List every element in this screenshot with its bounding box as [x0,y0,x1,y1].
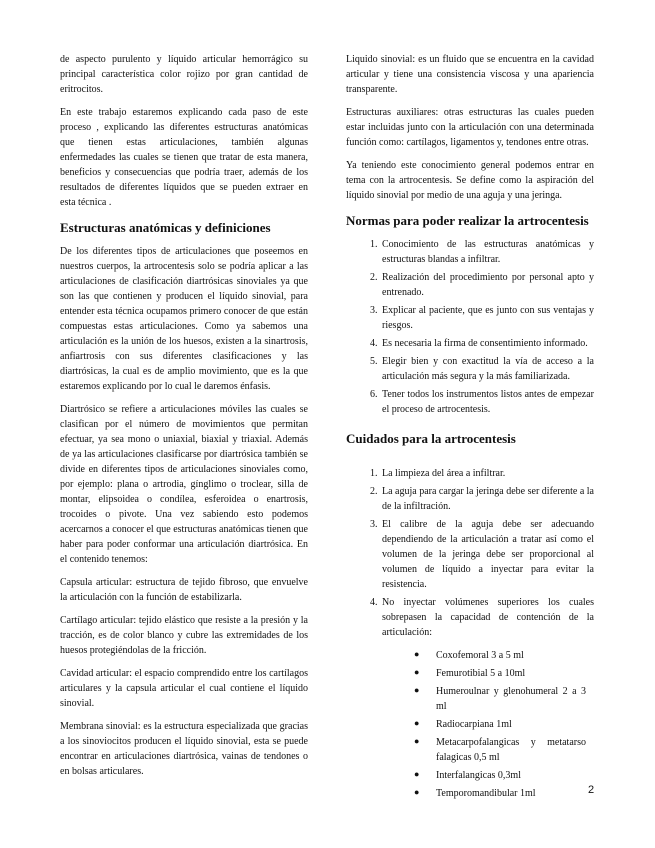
list-item: 6. Tener todos los instrumentos listos antes de empezar el proceso de artrocentesis. [380,387,594,417]
heading-cuidados: Cuidados para la artrocentesis [346,430,516,446]
list-item: 1. Conocimiento de las estructuras anatómicas y estructuras blandas a infiltrar. [380,237,594,267]
bullet-icon: ● [414,768,420,779]
bullet-icon: ● [414,735,420,746]
list-item [414,684,586,714]
normas-list [346,237,594,417]
list-item [414,735,586,765]
cuidados-list [346,466,594,640]
right-column [346,52,594,804]
page-number: 2 [588,784,595,796]
paragraph-intro-end: de aspecto purulento y líquido articular hemorrágico su principal característica color rojizo por gran cantidad de eritrocitos. [60,54,308,95]
paragraph-liquido-sinovial: Liquido sinovial: es un fluido que se encuentra en la cavidad articular y tiene una consistencia viscosa y una apariencia transparente. [346,54,594,95]
paragraph-estructuras-auxiliares: Estructuras auxiliares: otras estructuras las cuales pueden estar incluidas junto con la articulación con una determinada función como: cartílagos, ligamentos y, tendones entre otras. [346,107,594,148]
paragraph-definicion: Ya teniendo este conocimiento general podemos entrar en tema con la artrocentesis. Se define como la aspiración del líquido sinovial por medio de una aguja y una jeringa. [346,160,594,201]
list-item-text: Metacarpofalangicas y metatarso falagicas 0,5 ml [436,736,586,763]
bullet-icon: ● [414,684,420,695]
bullet-icon: ● [414,717,420,728]
list-item-text: Radiocarpiana 1ml [436,718,512,730]
paragraph-membrana: Membrana sinovial: es la estructura especializada que gracias a los sinoviocitos producen el líquido sinovial, esta se puede encontrar en articulaciones diartrósica, vainas de tendones o en bolsas articulares. [60,720,308,777]
paragraph-work-overview: En este trabajo estaremos explicando cada paso de este proceso , explicando las diferentes estructuras anatómicas que tienen estas articulaciones, también algunas enfermedades las cuales se tienen que tratar de esta manera, beneficios y consecuencias que podría traer, además de los resultados de diferentes líquidos que se pueden extraer en esta técnica . [60,107,308,208]
bullet-icon: ● [414,666,420,677]
paragraph-cavidad: Cavidad articular: el espacio comprendido entre los cartílagos articulares y la capsula articular el cual contiene el líquido sinovial. [60,667,308,709]
list-item [414,666,586,681]
paragraph-capsula: Capsula articular: estructura de tejido fibroso, que envuelve la articulación con la función de estabilizarla. [60,576,308,603]
list-item [414,717,586,732]
list-item-text: Interfalangicas 0,3ml [436,769,521,781]
list-item-text: Femurotibial 5 a 10ml [436,667,526,679]
heading-normas: Normas para poder realizar la artrocentesis [346,213,589,228]
bullet-icon: ● [414,648,420,659]
volumenes-list-wrapper [346,648,586,801]
list-item [414,648,586,663]
list-item [414,768,586,783]
list-item [380,595,594,640]
list-item [414,786,586,801]
paragraph-articulaciones: De los diferentes tipos de articulaciones que poseemos en nuestros cuerpos, la artrocentesis solo se podría aplicar a las articulaciones de clasificación diartrósicas sinoviales ya que son las que contienen y producen el líquido sinovial, para entender esta técnica ocupamos primero conocer de que están compuestas estas articulaciones. Como ya sabemos una articulación es la unión de los huesos, existen a la sinartrosis, anfiartrosis con sus diferentes clasificaciones y las diartrósicas, la cual es de amplio movimiento, que es la que estaremos explicando por lo cual le daremos énfasis. [60,245,308,392]
list-item: 5. Elegir bien y con exactitud la vía de acceso a la articulación más segura y la más familiarizada. [380,354,594,384]
list-item-text: Temporomandibular 1ml [436,787,536,799]
list-item: 2. Realización del procedimiento por personal apto y entrenado. [380,270,594,300]
bullet-icon: ● [414,786,420,797]
paragraph-cartilago: Cartílago articular: tejido elástico que resiste a la presión y la tracción, es de color blanco y cubre las extremidades de los huesos protegiéndolas de la fricción. [60,614,308,656]
heading-estructuras: Estructuras anatómicas y definiciones [60,220,271,235]
list-item: 3. Explicar al paciente, que es junto con sus ventajas y riesgos. [380,303,594,333]
list-item: 3. El calibre de la aguja debe ser adecuando dependiendo de la articulación a tratar así como el volumen de la jeringa debe ser proporcional al volumen de líquido a inyectar para evitar la resistencia. [380,517,594,592]
paragraph-diartrosico: Diartrósico se refiere a articulaciones móviles las cuales se clasifican por el número de movimientos que permitan efectuar, ya sea mono o uniaxial, biaxial y triaxial. Además de ya las articulaciones clasificarse por diartrósica también se divide en diferentes tipos de articulaciones sinoviales como, por ejemplo: plana o artrodia, gínglimo o troclear, silla de montar, elipsoidea o condílea, esferoidea o enartrosis, trocoides o pivote. Una vez sabiendo esto podemos acercarnos a conocer el que estructuras anatómicas tienen que haber para poder conformar una articulación diartrósica. En el contenido tenemos: [60,403,308,565]
list-item: 4. Es necesaria la firma de consentimiento informado. [380,336,594,351]
list-item: 2. La aguja para cargar la jeringa debe ser diferente a la de la infiltración. [380,484,594,514]
list-item-text: Humeroulnar y glenohumeral 2 a 3 ml [436,685,586,712]
volumenes-list [414,648,586,801]
list-item-text: No inyectar volúmenes superiores los cuales sobrepasen la capacidad de contención de la articulación: [382,596,594,638]
list-item: 1. La limpieza del área a infiltrar. [380,466,594,481]
list-item-text: Coxofemoral 3 a 5 ml [436,649,524,661]
left-column [60,52,308,787]
